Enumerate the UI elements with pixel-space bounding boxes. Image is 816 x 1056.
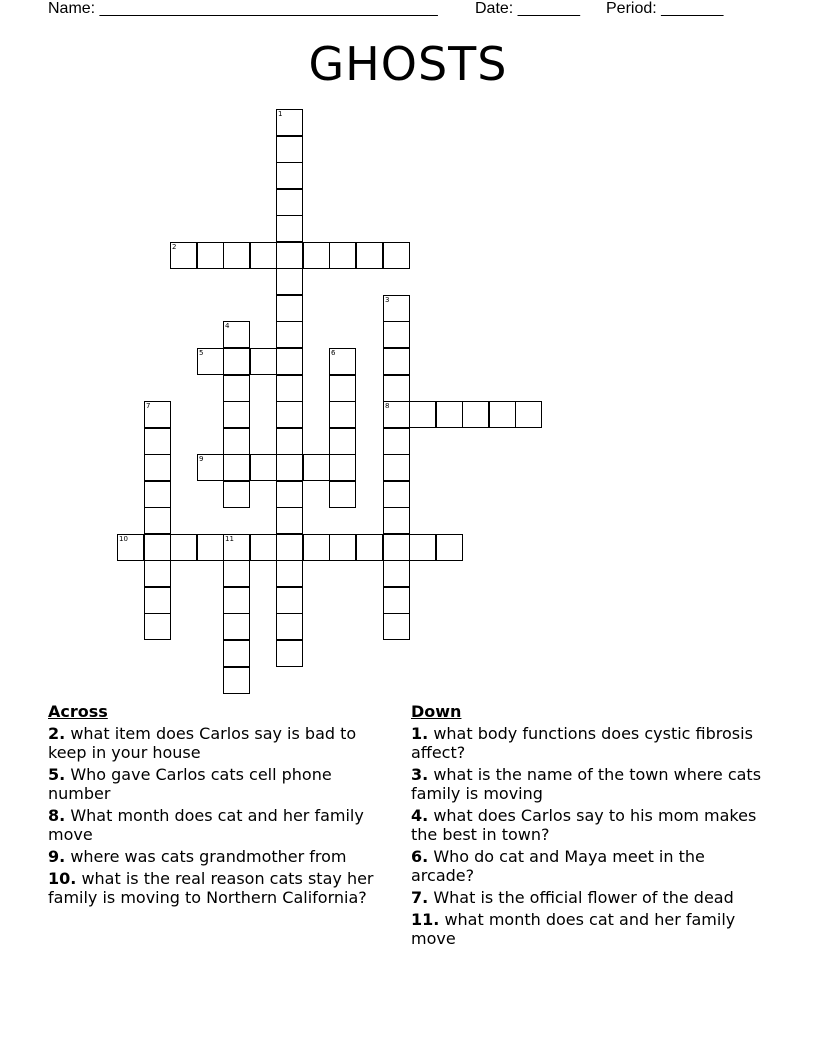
grid-cell[interactable] <box>144 454 171 481</box>
grid-cell[interactable] <box>223 321 250 348</box>
grid-cell[interactable] <box>197 242 224 269</box>
grid-cell[interactable] <box>197 348 224 375</box>
grid-cell[interactable] <box>276 401 303 428</box>
grid-cell[interactable] <box>276 321 303 348</box>
clue-down-1: 1. what body functions does cystic fibrosis affect? <box>411 724 753 762</box>
grid-cell[interactable] <box>383 348 410 375</box>
grid-cell[interactable] <box>250 534 277 561</box>
grid-cell[interactable] <box>383 481 410 508</box>
grid-cell[interactable] <box>276 109 303 136</box>
grid-cell[interactable] <box>329 481 356 508</box>
grid-cell[interactable] <box>329 348 356 375</box>
grid-cell[interactable] <box>383 560 410 587</box>
grid-cell[interactable] <box>117 534 144 561</box>
down-heading: Down <box>411 702 462 721</box>
grid-cell[interactable] <box>489 401 516 428</box>
grid-cell[interactable] <box>144 428 171 455</box>
grid-cell[interactable] <box>276 534 303 561</box>
grid-cell[interactable] <box>223 348 250 375</box>
grid-cell[interactable] <box>144 613 171 640</box>
grid-cell[interactable] <box>223 667 250 694</box>
grid-cell[interactable] <box>383 401 410 428</box>
grid-cell[interactable] <box>276 162 303 189</box>
grid-cell[interactable] <box>276 295 303 322</box>
grid-cell[interactable] <box>276 560 303 587</box>
grid-cell[interactable] <box>144 560 171 587</box>
clue-down-3: 3. what is the name of the town where cats family is moving <box>411 765 762 803</box>
down-clues <box>411 702 766 951</box>
grid-cell[interactable] <box>383 321 410 348</box>
grid-cell[interactable] <box>383 454 410 481</box>
grid-cell[interactable] <box>383 242 410 269</box>
grid-cell[interactable] <box>144 587 171 614</box>
puzzle-title: GHOSTS <box>308 37 508 91</box>
grid-cell[interactable] <box>197 534 224 561</box>
cell-number: 1 <box>278 110 283 118</box>
across-heading: Across <box>48 702 108 721</box>
grid-cell[interactable] <box>356 534 383 561</box>
clue-across-10: 10. what is the real reason cats stay her family is moving to Northern California? <box>48 869 374 907</box>
clue-down-7: 7. What is the official flower of the dead <box>411 888 734 907</box>
grid-cell[interactable] <box>383 295 410 322</box>
grid-cell[interactable] <box>223 587 250 614</box>
cell-number: 3 <box>385 296 390 304</box>
cell-number: 4 <box>225 322 230 330</box>
grid-cell[interactable] <box>144 401 171 428</box>
clue-down-11: 11. what month does cat and her family move <box>411 910 736 948</box>
grid-cell[interactable] <box>436 534 463 561</box>
grid-cell[interactable] <box>223 613 250 640</box>
grid-cell[interactable] <box>276 640 303 667</box>
grid-cell[interactable] <box>250 242 277 269</box>
grid-cell[interactable] <box>329 375 356 402</box>
grid-cell[interactable] <box>276 242 303 269</box>
cell-number: 6 <box>331 349 336 357</box>
grid-cell[interactable] <box>276 136 303 163</box>
grid-cell[interactable] <box>144 534 171 561</box>
grid-cell[interactable] <box>383 534 410 561</box>
grid-cell[interactable] <box>303 534 330 561</box>
cell-number: 2 <box>172 243 177 251</box>
grid-cell[interactable] <box>250 348 277 375</box>
grid-cell[interactable] <box>223 640 250 667</box>
grid-cell[interactable] <box>303 454 330 481</box>
grid-cell[interactable] <box>462 401 489 428</box>
clue-across-9: 9. where was cats grandmother from <box>48 847 347 866</box>
grid-cell[interactable] <box>276 268 303 295</box>
grid-cell[interactable] <box>436 401 463 428</box>
grid-cell[interactable] <box>383 587 410 614</box>
grid-cell[interactable] <box>144 507 171 534</box>
grid-cell[interactable] <box>383 375 410 402</box>
clue-across-8: 8. What month does cat and her family move <box>48 806 364 844</box>
clue-across-2: 2. what item does Carlos say is bad to keep in your house <box>48 724 357 762</box>
grid-cell[interactable] <box>223 428 250 455</box>
cell-number: 9 <box>199 455 204 463</box>
grid-cell[interactable] <box>276 481 303 508</box>
cell-number: 7 <box>146 402 151 410</box>
grid-cell[interactable] <box>329 242 356 269</box>
date-field[interactable]: Date: _______ <box>475 0 580 17</box>
grid-cell[interactable] <box>383 613 410 640</box>
grid-cell[interactable] <box>170 242 197 269</box>
grid-cell[interactable] <box>276 189 303 216</box>
grid-cell[interactable] <box>223 242 250 269</box>
across-clues <box>48 702 398 910</box>
grid-cell[interactable] <box>223 375 250 402</box>
cell-number: 5 <box>199 349 204 357</box>
clue-across-5: 5. Who gave Carlos cats cell phone number <box>48 765 332 803</box>
cell-number: 8 <box>385 402 390 410</box>
clue-down-6: 6. Who do cat and Maya meet in the arcade? <box>411 847 705 885</box>
grid-cell[interactable] <box>276 215 303 242</box>
grid-cell[interactable] <box>144 481 171 508</box>
grid-cell[interactable] <box>223 534 250 561</box>
grid-cell[interactable] <box>223 560 250 587</box>
cell-number: 10 <box>119 535 128 543</box>
grid-cell[interactable] <box>409 401 436 428</box>
grid-cell[interactable] <box>276 454 303 481</box>
grid-cell[interactable] <box>276 428 303 455</box>
grid-cell[interactable] <box>223 454 250 481</box>
grid-cell[interactable] <box>223 481 250 508</box>
grid-cell[interactable] <box>329 428 356 455</box>
grid-cell[interactable] <box>250 454 277 481</box>
grid-cell[interactable] <box>329 534 356 561</box>
grid-cell[interactable] <box>383 507 410 534</box>
grid-cell[interactable] <box>303 242 330 269</box>
grid-cell[interactable] <box>197 454 224 481</box>
grid-cell[interactable] <box>515 401 542 428</box>
grid-cell[interactable] <box>170 534 197 561</box>
grid-cell[interactable] <box>276 375 303 402</box>
clue-down-4: 4. what does Carlos say to his mom makes the best in town? <box>411 806 757 844</box>
grid-cell[interactable] <box>276 348 303 375</box>
cell-number: 11 <box>225 535 234 543</box>
grid-cell[interactable] <box>276 507 303 534</box>
grid-cell[interactable] <box>329 454 356 481</box>
grid-cell[interactable] <box>276 613 303 640</box>
grid-cell[interactable] <box>329 401 356 428</box>
grid-cell[interactable] <box>356 242 383 269</box>
period-field[interactable]: Period: _______ <box>606 0 724 17</box>
grid-cell[interactable] <box>223 401 250 428</box>
grid-cell[interactable] <box>409 534 436 561</box>
grid-cell[interactable] <box>276 587 303 614</box>
name-field[interactable]: Name: ______________________________________ <box>48 0 438 17</box>
grid-cell[interactable] <box>383 428 410 455</box>
